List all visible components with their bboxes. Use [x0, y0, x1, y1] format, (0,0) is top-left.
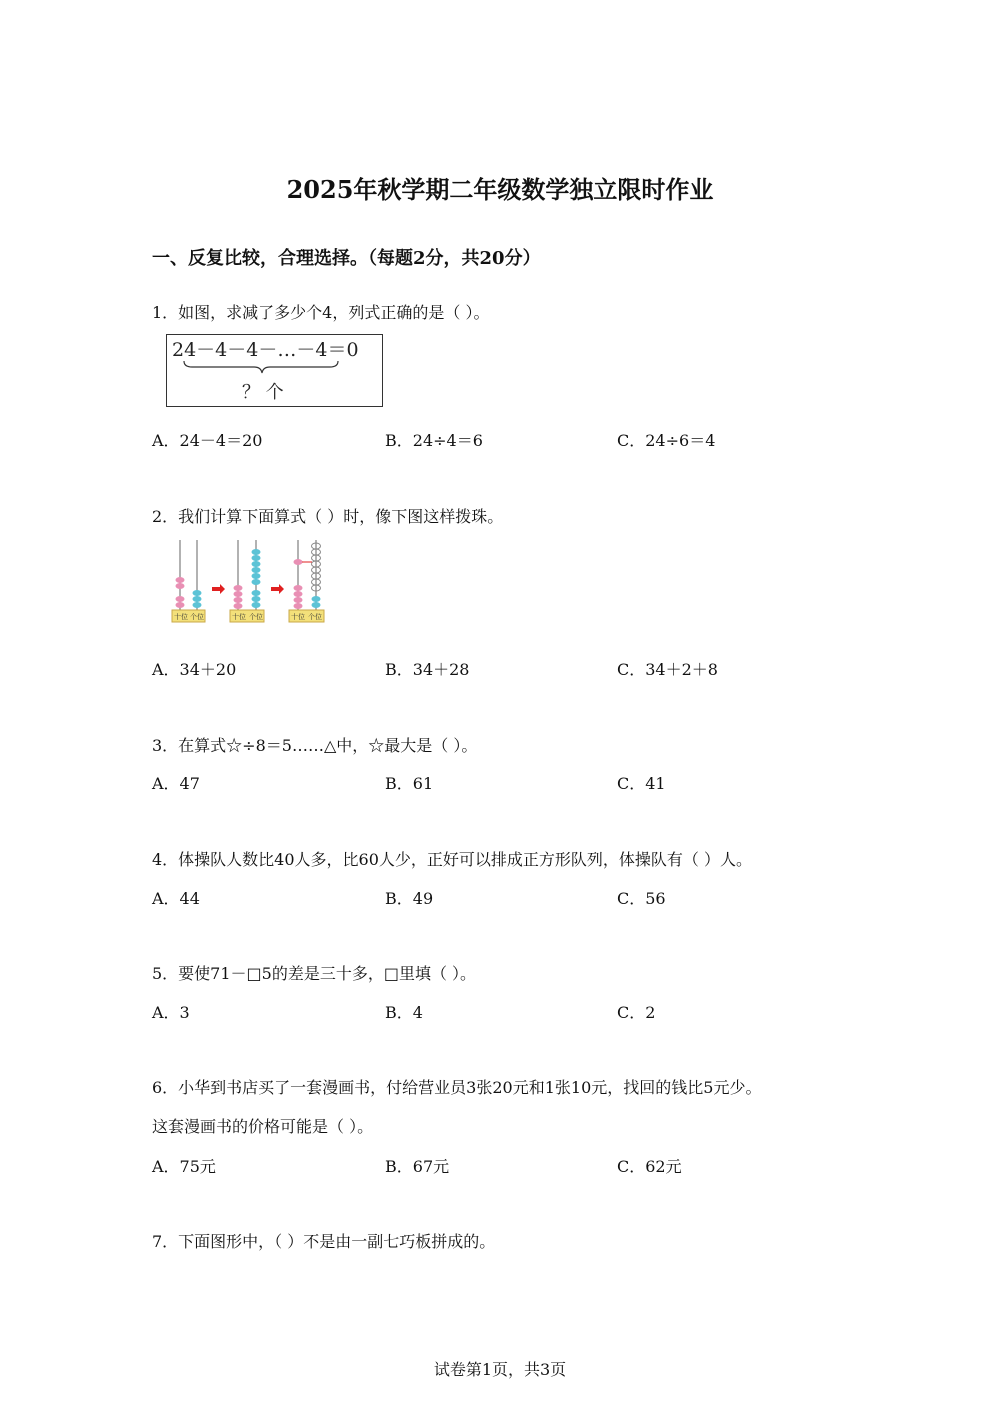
- q1-option-b[interactable]: B．24÷4＝6: [385, 431, 483, 450]
- abacus-1: [172, 540, 205, 622]
- page-footer: 试卷第1页，共3页: [433, 1360, 567, 1379]
- q4-option-a[interactable]: A．44: [152, 889, 200, 908]
- figure-equation: 24－4－4－…－4＝0: [172, 339, 359, 361]
- section-heading: 一、反复比较，合理选择。（每题2分，共20分）: [152, 248, 541, 269]
- q2-option-c[interactable]: C．34＋2＋8: [617, 660, 718, 679]
- abacus-3: [289, 540, 324, 622]
- arrow-right-icon: [271, 584, 284, 594]
- svg-text:个位: 个位: [308, 613, 322, 621]
- question-5-stem: 5．要使71－□5的差是三十多，□里填（ ）。: [152, 964, 477, 983]
- q4-option-c[interactable]: C．56: [617, 889, 666, 908]
- q3-option-c[interactable]: C．41: [617, 774, 666, 793]
- page-title: 2025年秋学期二年级数学独立限时作业: [286, 175, 714, 204]
- q5-option-c[interactable]: C．2: [617, 1003, 656, 1022]
- q6-option-b[interactable]: B．67元: [385, 1157, 450, 1176]
- question-1-figure: [166, 334, 383, 407]
- svg-text:个位: 个位: [249, 613, 263, 621]
- svg-text:十位: 十位: [291, 613, 305, 621]
- q6-option-c[interactable]: C．62元: [617, 1157, 682, 1176]
- question-4-stem: 4．体操队人数比40人多，比60人少，正好可以排成正方形队列，体操队有（ ）人。: [152, 850, 752, 869]
- q4-option-b[interactable]: B．49: [385, 889, 434, 908]
- figure-caption: ？ 个: [242, 382, 284, 403]
- brace-icon: [184, 361, 338, 373]
- abacus-2: [230, 540, 264, 622]
- q1-option-a[interactable]: A．24－4＝20: [152, 431, 263, 450]
- question-6-stem-line2: 这套漫画书的价格可能是（ ）。: [152, 1117, 374, 1136]
- q2-option-b[interactable]: B．34＋28: [385, 660, 470, 679]
- question-6-stem: 6．小华到书店买了一套漫画书，付给营业员3张20元和1张10元，找回的钱比5元少。: [152, 1078, 762, 1097]
- svg-text:十位: 十位: [174, 613, 188, 621]
- svg-text:十位: 十位: [232, 613, 246, 621]
- q5-option-a[interactable]: A．3: [152, 1003, 190, 1022]
- question-7-stem: 7．下面图形中，（ ）不是由一副七巧板拼成的。: [152, 1232, 496, 1251]
- q2-option-a[interactable]: A．34＋20: [152, 660, 237, 679]
- abacus-figure: [170, 538, 330, 624]
- question-3-stem: 3．在算式☆÷8＝5……△中，☆最大是（ ）。: [152, 736, 478, 755]
- question-1-stem: 1．如图，求减了多少个4，列式正确的是（ ）。: [152, 303, 490, 322]
- question-2-stem: 2．我们计算下面算式（ ）时，像下图这样拨珠。: [152, 507, 504, 526]
- q5-option-b[interactable]: B．4: [385, 1003, 423, 1022]
- q3-option-a[interactable]: A．47: [152, 774, 200, 793]
- svg-text:个位: 个位: [190, 613, 204, 621]
- q1-option-c[interactable]: C．24÷6＝4: [617, 431, 716, 450]
- q6-option-a[interactable]: A．75元: [152, 1157, 216, 1176]
- q3-option-b[interactable]: B．61: [385, 774, 434, 793]
- arrow-right-icon: [212, 584, 225, 594]
